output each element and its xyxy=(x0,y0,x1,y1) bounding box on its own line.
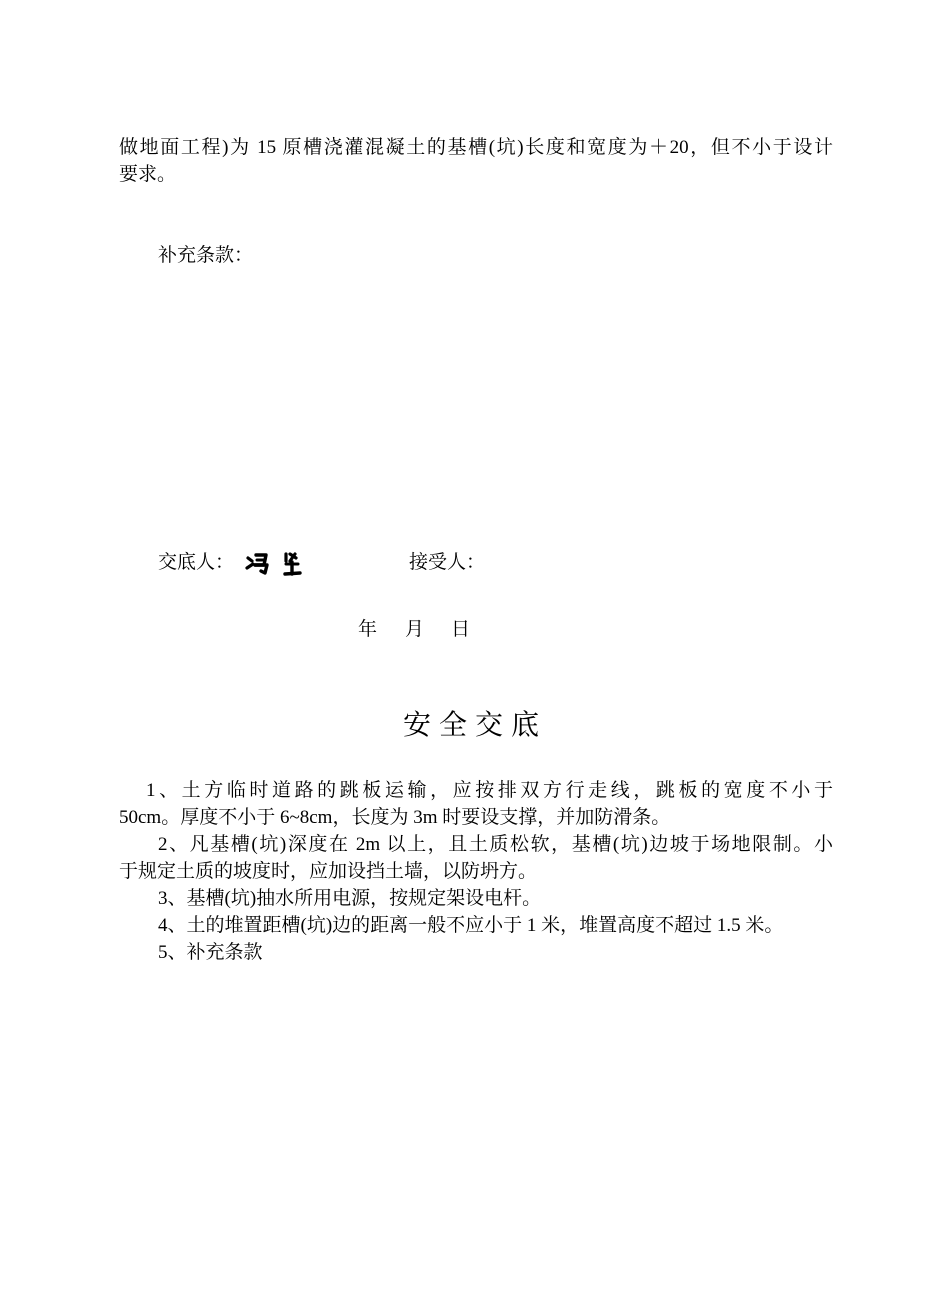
intro-line-2: 要求。 xyxy=(119,164,177,185)
supplement-label: 补充条款： xyxy=(158,245,254,266)
safety-item-4: 4、土的堆置距槽(坑)边的距离一般不应小于 1 米，堆置高度不超过 1.5 米。 xyxy=(158,915,784,936)
safety-item-1-line-2: 50cm。厚度不小于 6~8cm，长度为 3m 时要设支撑，并加防滑条。 xyxy=(119,807,671,828)
date-day: 日 xyxy=(451,619,471,640)
section-title: 安全交底 xyxy=(402,708,547,741)
safety-item-2-line-2: 于规定土质的坡度时，应加设挡土墙，以防坍方。 xyxy=(119,861,538,882)
receiver-label: 接受人： xyxy=(409,552,486,573)
safety-item-3: 3、基槽(坑)抽水所用电源，按规定架设电杆。 xyxy=(158,888,542,909)
presenter-label: 交底人： xyxy=(158,552,235,573)
intro-line-1: 做地面工程)为 15 原槽浇灌混凝土的基槽(坑)长度和宽度为＋20，但不小于设计 xyxy=(119,137,833,158)
date-year: 年 xyxy=(358,619,378,640)
date-month: 月 xyxy=(405,619,425,640)
handwritten-signature xyxy=(244,549,308,579)
safety-item-1-line-1: 1、土方临时道路的跳板运输，应按排双方行走线，跳板的宽度不小于 xyxy=(146,780,833,801)
safety-item-2-line-1: 2、凡基槽(坑)深度在 2m 以上，且土质松软，基槽(坑)边坡于场地限制。小 xyxy=(158,834,833,855)
safety-item-5: 5、补充条款 xyxy=(158,942,263,963)
